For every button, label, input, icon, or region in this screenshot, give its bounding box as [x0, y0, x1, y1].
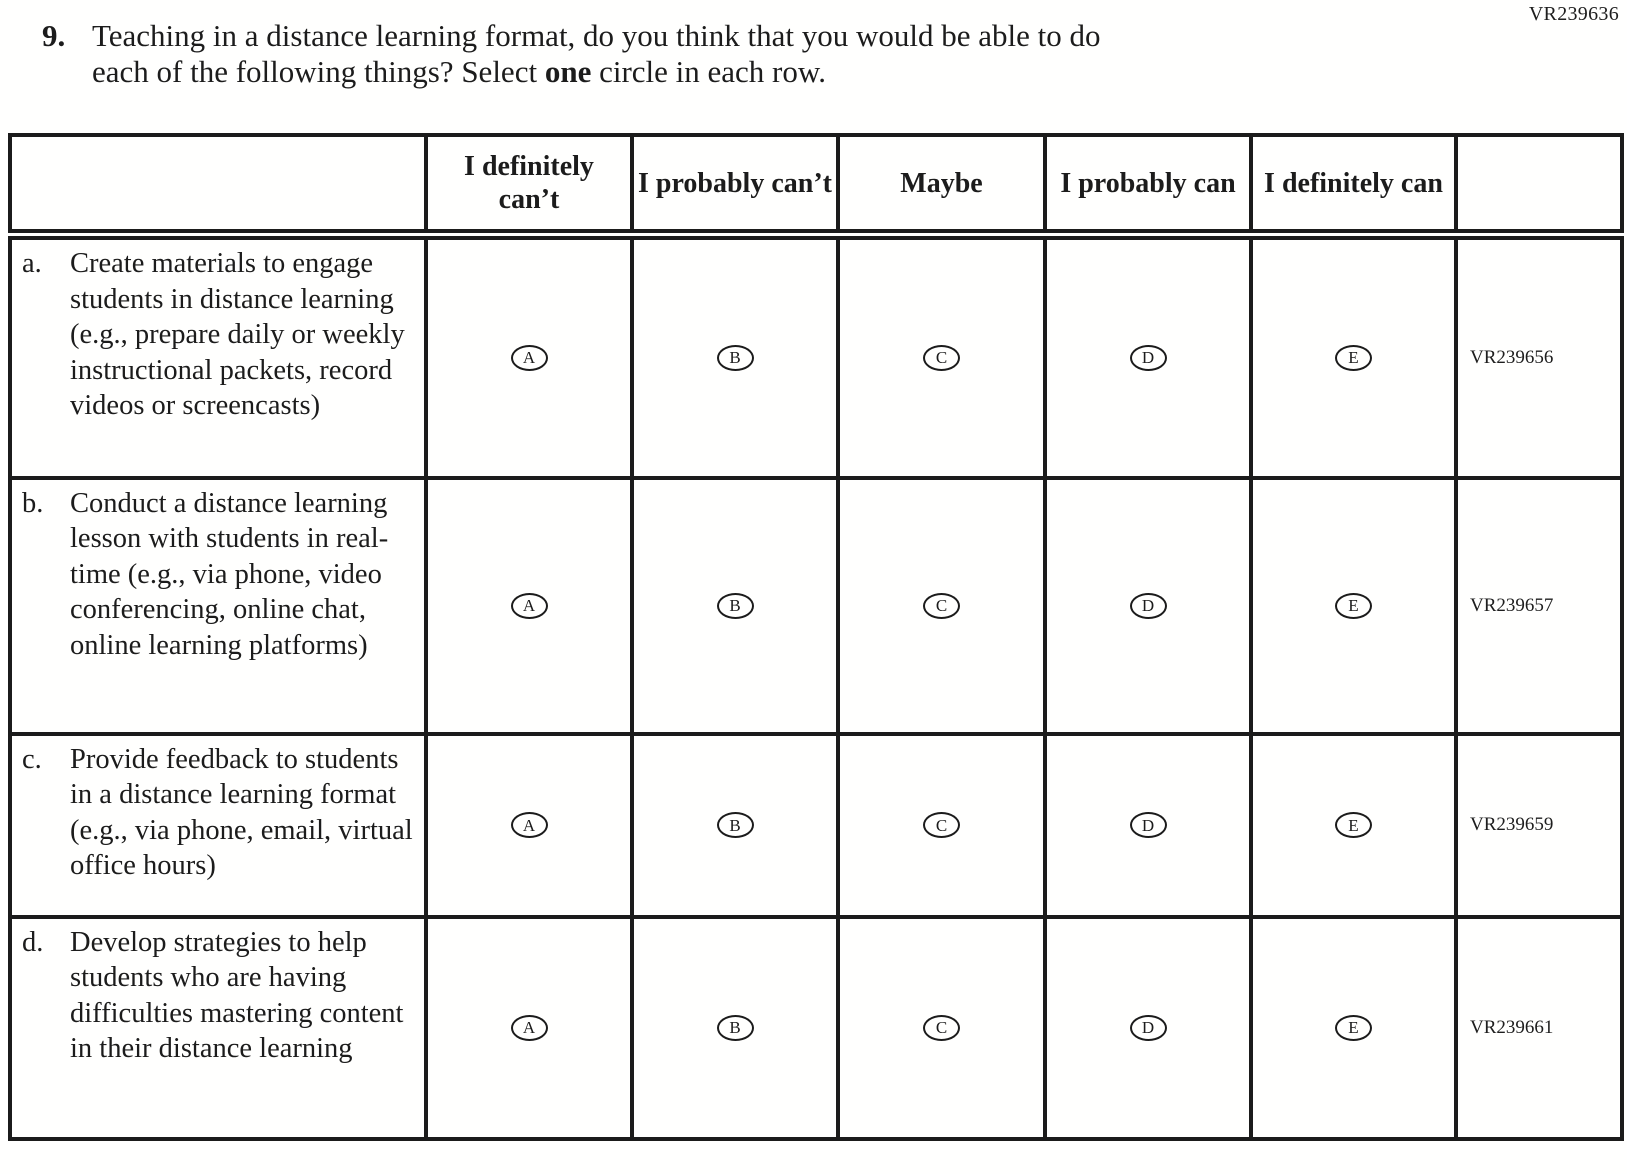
row-b-cell-B	[632, 478, 838, 734]
question-line2-post: circle in each row.	[591, 54, 826, 89]
option-bubble-c-C[interactable]	[923, 812, 960, 838]
option-bubble-b-B[interactable]	[717, 593, 754, 619]
row-c-label: c.	[22, 743, 42, 775]
bubble-letter: C	[935, 596, 948, 615]
bubble-letter: D	[1141, 1018, 1155, 1037]
row-a-cell-E	[1251, 235, 1456, 478]
row-d-label: d.	[22, 926, 44, 958]
column-header-definitely-cant: I definitely can’t	[426, 135, 632, 235]
row-d-text: Develop strategies to help students who are having difficulties mastering content in their distance learning	[70, 926, 404, 1064]
row-b-cell-D	[1045, 478, 1251, 734]
response-table	[8, 133, 1624, 1141]
table-row-b	[10, 478, 1622, 734]
option-bubble-c-D[interactable]	[1130, 812, 1167, 838]
form-code: VR239636	[1528, 3, 1619, 25]
header-row	[10, 135, 1622, 235]
option-bubble-b-C[interactable]	[923, 593, 960, 619]
option-bubble-c-E[interactable]	[1335, 812, 1372, 838]
row-a-cell-B	[632, 235, 838, 478]
option-bubble-d-C[interactable]	[923, 1015, 960, 1041]
option-bubble-c-B[interactable]	[717, 812, 754, 838]
row-d-cell-C	[838, 917, 1045, 1139]
option-bubble-d-E[interactable]	[1335, 1015, 1372, 1041]
option-bubble-a-C[interactable]	[923, 345, 960, 371]
table-row-c	[10, 734, 1622, 917]
header-stub-cell	[10, 135, 426, 235]
option-bubble-b-E[interactable]	[1335, 593, 1372, 619]
table-row-d	[10, 917, 1622, 1139]
option-bubble-d-D[interactable]	[1130, 1015, 1167, 1041]
row-c-cell-C	[838, 734, 1045, 917]
row-a-cell-A	[426, 235, 632, 478]
question-line1: Teaching in a distance learning format, do you think that you would be able to do	[92, 18, 1101, 53]
row-d-code: VR239661	[1456, 917, 1622, 1139]
row-b-label: b.	[22, 487, 44, 519]
bubble-letter: D	[1141, 348, 1155, 368]
column-header-maybe: Maybe	[838, 135, 1045, 235]
row-b-code: VR239657	[1456, 478, 1622, 734]
bubble-letter: E	[1348, 815, 1359, 835]
option-bubble-d-B[interactable]	[717, 1015, 754, 1041]
row-d-cell-B	[632, 917, 838, 1139]
question-number: 9.	[42, 18, 66, 53]
row-d-cell-D	[1045, 917, 1251, 1139]
row-d-cell-A	[426, 917, 632, 1139]
row-a-item	[10, 235, 426, 478]
option-bubble-b-D[interactable]	[1130, 593, 1167, 619]
row-b-text: Conduct a distance learning lesson with students in real-time (e.g., via phone, video conferencing, online chat, online learning platforms)	[70, 487, 389, 661]
bubble-letter: B	[729, 596, 741, 615]
column-header-probably-cant: I probably can’t	[632, 135, 838, 235]
bubble-letter: C	[935, 1018, 948, 1037]
bubble-letter: E	[1348, 596, 1359, 615]
bubble-letter: D	[1141, 596, 1155, 615]
row-c-item	[10, 734, 426, 917]
row-c-cell-E	[1251, 734, 1456, 917]
option-bubble-a-D[interactable]	[1130, 345, 1167, 371]
row-d-item	[10, 917, 426, 1139]
column-header-definitely-can: I definitely can	[1251, 135, 1456, 235]
option-bubble-d-A[interactable]	[511, 1015, 548, 1041]
row-c-cell-B	[632, 734, 838, 917]
option-bubble-a-E[interactable]	[1335, 345, 1372, 371]
row-b-cell-E	[1251, 478, 1456, 734]
bubble-letter: B	[729, 348, 741, 368]
option-bubble-c-A[interactable]	[511, 812, 548, 838]
row-b-cell-A	[426, 478, 632, 734]
row-b-cell-C	[838, 478, 1045, 734]
option-bubble-b-A[interactable]	[511, 593, 548, 619]
row-b-item	[10, 478, 426, 734]
row-c-text: Provide feedback to students in a distance learning format (e.g., via phone, email, virtual office hours)	[70, 743, 413, 881]
row-a-label: a.	[22, 248, 42, 279]
bubble-letter: D	[1141, 815, 1155, 835]
row-c-cell-D	[1045, 734, 1251, 917]
bubble-letter: C	[935, 348, 948, 368]
bubble-letter: A	[522, 348, 536, 368]
question-text	[92, 18, 1101, 90]
row-c-code: VR239659	[1456, 734, 1622, 917]
question-line2-pre: each of the following things? Select	[92, 54, 545, 89]
bubble-letter: C	[935, 815, 948, 835]
row-a-text: Create materials to engage students in distance learning (e.g., prepare daily or weekly instructional packets, record videos or screencasts)	[70, 248, 405, 421]
column-header-probably-can: I probably can	[1045, 135, 1251, 235]
bubble-letter: E	[1348, 1018, 1359, 1037]
bubble-letter: A	[522, 596, 536, 615]
row-c-cell-A	[426, 734, 632, 917]
bubble-letter: B	[729, 1018, 741, 1037]
bubble-letter: B	[729, 815, 741, 835]
table-row-a	[10, 235, 1622, 478]
header-code-cell	[1456, 135, 1622, 235]
row-a-code: VR239656	[1456, 235, 1622, 478]
question-bold-word: one	[544, 54, 592, 89]
bubble-letter: A	[522, 815, 536, 835]
option-bubble-a-B[interactable]	[717, 345, 754, 371]
bubble-letter: E	[1348, 348, 1359, 368]
question-block	[42, 18, 1101, 90]
bubble-letter: A	[522, 1018, 536, 1037]
row-a-cell-C	[838, 235, 1045, 478]
row-a-cell-D	[1045, 235, 1251, 478]
option-bubble-a-A[interactable]	[511, 345, 548, 371]
row-d-cell-E	[1251, 917, 1456, 1139]
